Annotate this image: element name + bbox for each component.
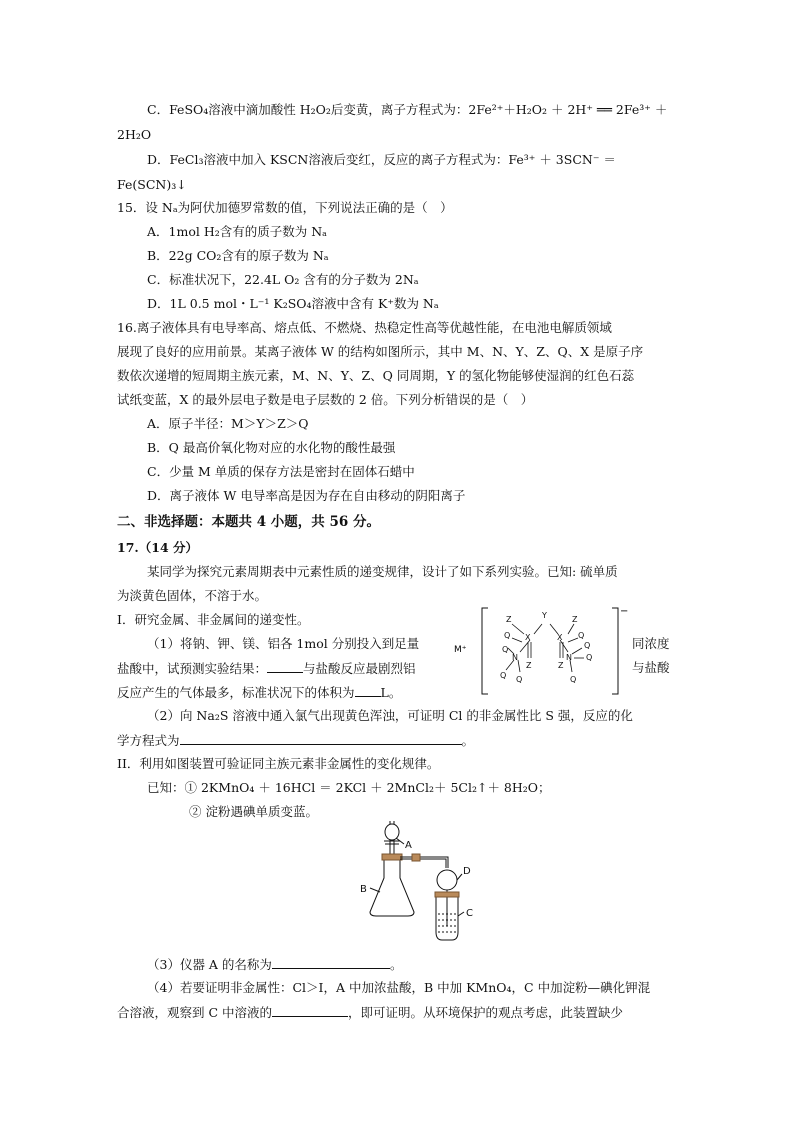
q17-4-line2-post: ，即可证明。从环境保护的观点考虑，此装置缺少 — [348, 1005, 624, 1020]
q17-1-line3-pre: 反应产生的气体最多，标准状况下的体积为 — [117, 685, 355, 700]
atom-q-5: Q — [516, 675, 523, 684]
q17-intro-line1: 某同学为探究元素周期表中元素性质的递变规律，设计了如下系列实验。已知: 硫单质 — [147, 564, 618, 579]
q16-option-a: A．原子半径：M＞Y＞Z＞Q — [147, 416, 309, 431]
q17-2-line2-post: 。 — [461, 733, 475, 748]
q17-part2-heading: II．利用如图装置可验证同主族元素非金属性的变化规律。 — [117, 756, 440, 771]
q15-option-c: C．标准状况下，22.4L O₂ 含有的分子数为 2Nₐ — [147, 272, 419, 287]
q17-1-right-text2: 与盐酸 — [632, 660, 670, 675]
atom-q-1: Q — [504, 631, 511, 640]
q17-3-pre: （3）仪器 A 的名称为 — [147, 957, 272, 972]
flask-body — [370, 858, 414, 916]
q15-option-d: D．1L 0.5 mol・L⁻¹ K₂SO₄溶液中含有 K⁺数为 Nₐ — [147, 296, 439, 311]
atom-q-2: Q — [578, 631, 585, 640]
q16-stem-line1: 16.离子液体具有电导率高、熔点低、不燃烧、热稳定性高等优越性能，在电池电解质领域 — [117, 320, 612, 335]
q16-option-b: B．Q 最高价氧化物对应的水化物的酸性最强 — [147, 440, 396, 455]
q17-4-line1: （4）若要证明非金属性：Cl＞I，A 中加浓盐酸，B 中加 KMnO₄，C 中加淀粉—碘化钾混 — [147, 980, 651, 995]
q14-option-d-line2: Fe(SCN)₃↓ — [117, 177, 187, 192]
q16-stem-line4: 试纸变蓝，X 的最外层电子数是电子层数的 2 倍。下列分析错误的是（ ） — [117, 392, 534, 407]
left-bracket — [482, 608, 488, 694]
q17-4-line2 — [117, 1004, 623, 1021]
q16-stem-line3: 数依次递增的短周期主族元素，M、N、Y、Z、Q 同周期，Y 的氢化物能够使湿润的红色石蕊 — [117, 368, 635, 383]
q17-1-line1: （1）将钠、钾、镁、铝各 1mol 分别投入到足量 — [147, 636, 420, 651]
answer-blank-1[interactable] — [267, 660, 303, 673]
q17-1-line3-post: L。 — [380, 685, 402, 700]
atom-n-2: N — [566, 653, 572, 662]
q17-1-line2-post: 与盐酸反应最剧烈铝 — [303, 661, 416, 676]
q17-part1-heading: I．研究金属、非金属间的递变性。 — [117, 612, 310, 627]
q15-option-b: B．22g CO₂含有的原子数为 Nₐ — [147, 248, 329, 263]
label-a: A — [405, 840, 412, 851]
atom-n-1: N — [512, 653, 518, 662]
q14-option-c-line2: 2H₂O — [117, 127, 152, 142]
answer-blank-5[interactable] — [272, 1004, 348, 1017]
right-bracket — [612, 608, 618, 694]
q17-2-line2-pre: 学方程式为 — [117, 733, 180, 748]
atom-z-2: Z — [572, 615, 578, 624]
label-c: C — [466, 908, 473, 919]
atom-x-1: X — [525, 633, 531, 642]
answer-blank-4[interactable] — [272, 956, 390, 969]
q17-known-2: ② 淀粉遇碘单质变蓝。 — [189, 804, 318, 819]
atom-z-3: Z — [526, 661, 532, 670]
answer-blank-3[interactable] — [180, 732, 462, 745]
q17-1-line3 — [117, 684, 401, 701]
ionic-liquid-structure-diagram — [450, 602, 630, 700]
atom-y: Y — [542, 611, 547, 620]
q17-4-line2-pre: 合溶液，观察到 C 中溶液的 — [117, 1005, 273, 1020]
atom-z-1: Z — [506, 615, 512, 624]
label-d: D — [463, 866, 471, 877]
q14-option-c-line1: C．FeSO₄溶液中滴加酸性 H₂O₂后变黄，离子方程式为：2Fe²⁺＋H₂O₂ ＋ 2H⁺ ══ 2Fe³⁺ ＋ — [147, 102, 668, 117]
q17-intro-line2: 为淡黄色固体，不溶于水。 — [117, 588, 268, 603]
q17-3-line — [147, 956, 402, 973]
q16-stem-line2: 展现了良好的应用前景。某离子液体 W 的结构如图所示，其中 M、N、Y、Z、Q、X 是原子序 — [117, 344, 644, 359]
atom-q-6: Q — [586, 653, 593, 662]
section-heading: 二、非选择题：本题共 4 小题，共 56 分。 — [117, 514, 380, 530]
label-b: B — [360, 884, 367, 895]
answer-blank-2[interactable] — [355, 684, 381, 697]
q17-title: 17.（14 分） — [117, 540, 198, 555]
atom-q-7: Q — [584, 641, 591, 650]
q17-2-line1: （2）向 Na₂S 溶液中通入氯气出现黄色浑浊，可证明 Cl 的非金属性比 S 强，反应的化 — [147, 708, 633, 723]
atom-q-8: Q — [570, 675, 577, 684]
q17-3-post: 。 — [389, 957, 403, 972]
q17-1-line2 — [117, 660, 416, 677]
q17-2-line2 — [117, 732, 474, 749]
cation-label: M⁺ — [454, 645, 467, 655]
q17-1-right-text1: 同浓度 — [632, 636, 670, 651]
q15-option-a: A．1mol H₂含有的质子数为 Nₐ — [147, 224, 327, 239]
q16-option-d: D．离子液体 W 电导率高是因为存在自由移动的阴阳离子 — [147, 488, 466, 503]
q17-1-line2-pre: 盐酸中，试预测实验结果： — [117, 661, 268, 676]
atom-q-4: Q — [500, 671, 507, 680]
atom-q-3: Q — [502, 645, 509, 654]
q14-option-d-line1: D．FeCl₃溶液中加入 KSCN溶液后变红，反应的离子方程式为：Fe³⁺ ＋ 3SCN⁻ ＝ — [147, 152, 616, 167]
atom-x-2: X — [557, 633, 563, 642]
q17-known-1: 已知：① 2KMnO₄ ＋ 16HCl ＝ 2KCl ＋ 2MnCl₂＋ 5Cl₂↑＋ 8H₂O； — [147, 780, 551, 795]
experiment-apparatus-diagram — [350, 818, 480, 944]
bulb-d — [437, 870, 457, 890]
funnel-bulb — [385, 824, 399, 840]
q16-option-c: C．少量 M 单质的保存方法是密封在固体石蜡中 — [147, 464, 415, 479]
charge-minus: − — [620, 606, 629, 617]
atom-z-4: Z — [558, 661, 564, 670]
q15-stem: 15．设 Nₐ为阿伏加德罗常数的值，下列说法正确的是（ ） — [117, 200, 453, 215]
